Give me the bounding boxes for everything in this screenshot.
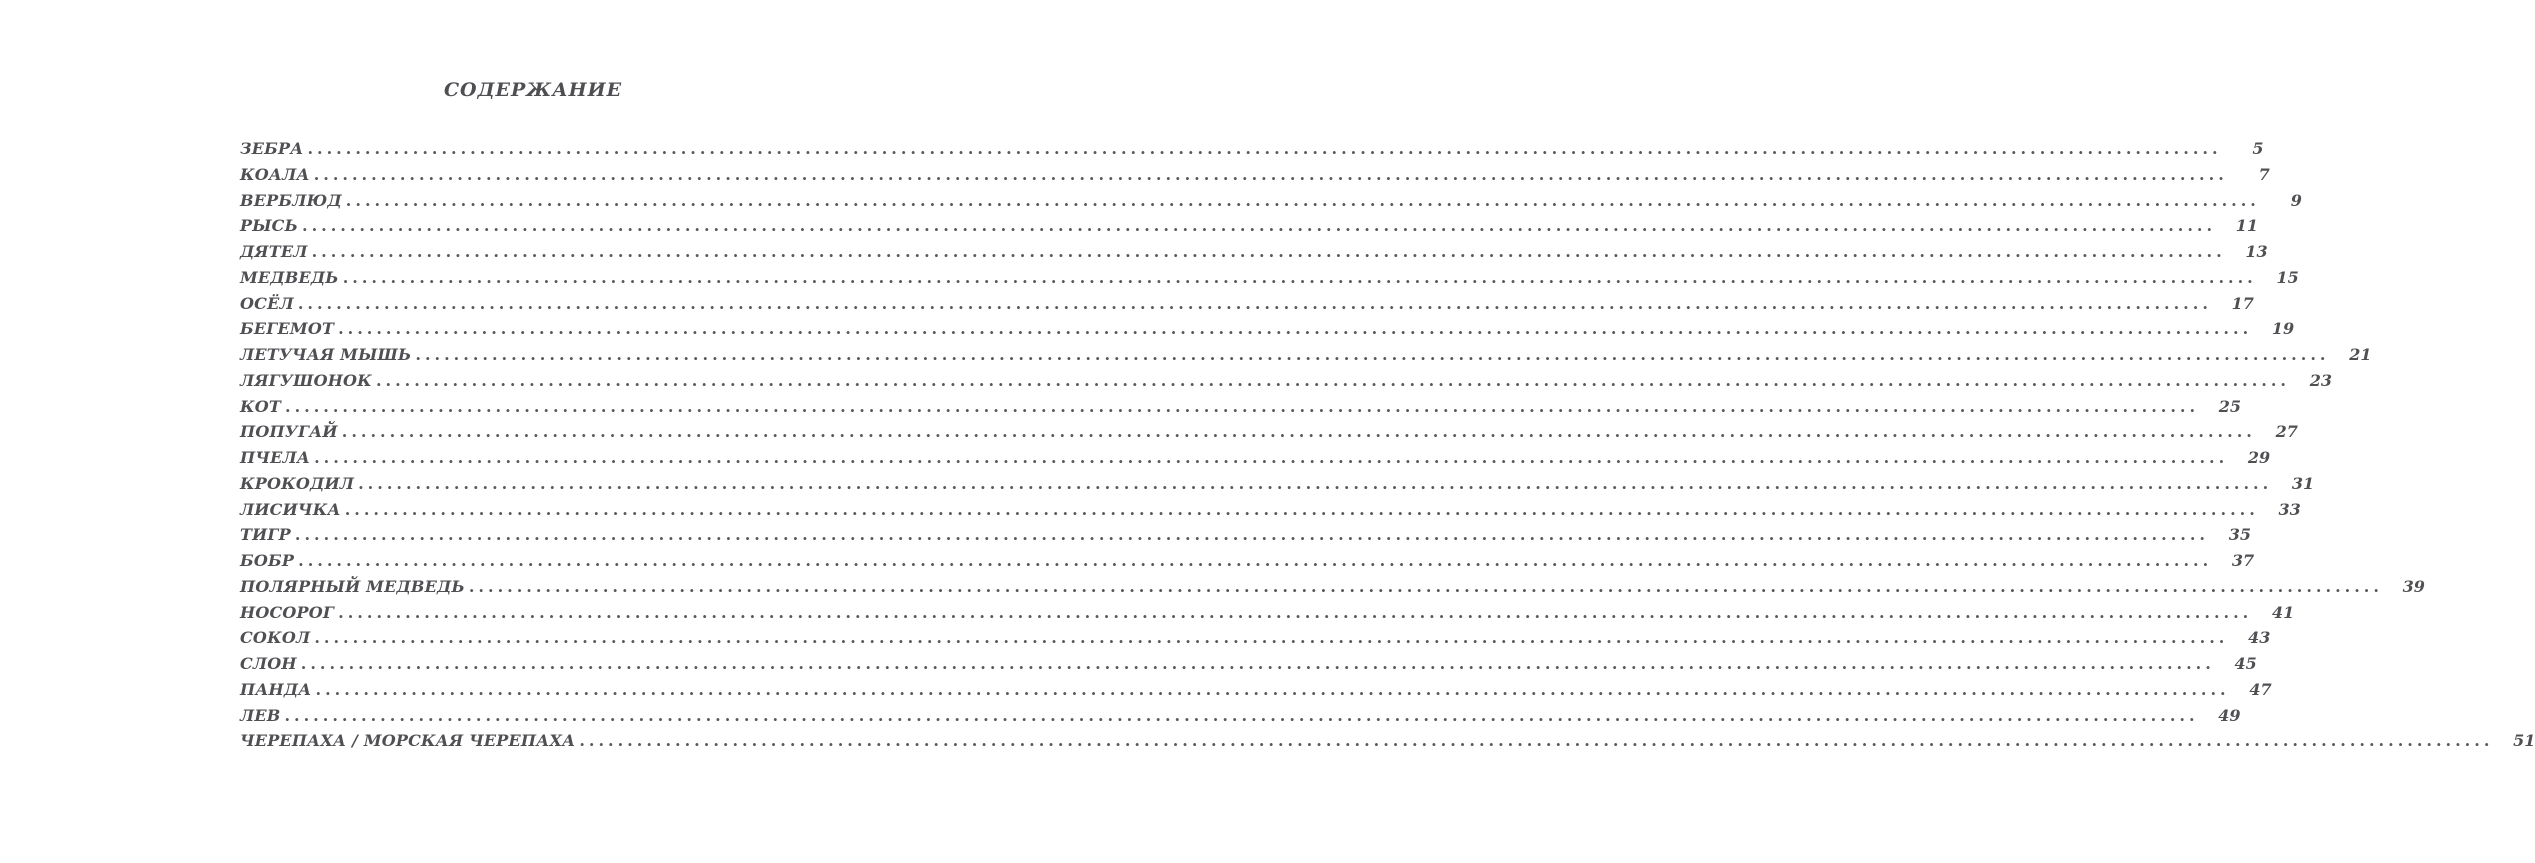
- toc-entry-label: ВЕРБЛЮД: [240, 190, 342, 210]
- toc-entry-label: ЛИСИЧКА: [240, 499, 341, 519]
- toc-entry-label: СОКОЛ: [240, 628, 311, 648]
- toc-entry-label: ЗЕБРА: [240, 139, 304, 158]
- toc-entry-page-number: 45: [2234, 654, 2257, 673]
- toc-entry-label: КОАЛА: [240, 164, 310, 184]
- dot-leader: ........................................................................................................................................................................................................: [311, 242, 2226, 261]
- toc-entry-label: ЛЯГУШОНОК: [240, 370, 372, 390]
- toc-entry[interactable]: [240, 342, 2372, 368]
- toc-entry-page-number: 41: [2271, 602, 2295, 622]
- toc-entry[interactable]: [240, 265, 2299, 291]
- toc-entry-label: ПАНДА: [240, 679, 312, 699]
- toc-entry-page-number: 47: [2249, 679, 2272, 699]
- toc-entry-page-number: 23: [2309, 370, 2332, 390]
- toc-entry[interactable]: [240, 703, 2241, 729]
- toc-entry[interactable]: [240, 574, 2425, 600]
- dot-leader: ........................................................................................................................................................................................................: [298, 551, 2213, 570]
- toc-entry-label: БОБР: [240, 551, 295, 570]
- toc-entry-page-number: 39: [2402, 576, 2425, 596]
- dot-leader: ........................................................................................................................................................................................................: [285, 396, 2200, 416]
- dot-leader: ........................................................................................................................................................................................................: [341, 422, 2256, 442]
- dot-leader: ........................................................................................................................................................................................................: [375, 370, 2290, 390]
- toc-entry-label: ЛЕВ: [240, 705, 281, 725]
- toc-entry-label: ПЧЕЛА: [240, 448, 311, 467]
- toc-entry-label: БЕГЕМОТ: [240, 319, 335, 339]
- toc-entry-label: ДЯТЕЛ: [240, 242, 308, 261]
- toc-entry-label: РЫСЬ: [240, 216, 298, 236]
- toc-entry-label: ПОПУГАЙ: [240, 422, 338, 442]
- toc-entry-page-number: 29: [2247, 448, 2271, 467]
- toc-entry-label: НОСОРОГ: [240, 602, 335, 622]
- toc-entry[interactable]: [240, 419, 2298, 445]
- toc-entry-page-number: 31: [2291, 473, 2315, 493]
- toc-entry-label: ЛЕТУЧАЯ МЫШЬ: [240, 345, 412, 364]
- toc-entry-page-number: 15: [2276, 267, 2299, 287]
- toc-entry-page-number: 13: [2245, 242, 2268, 261]
- toc-entry-page-number: 37: [2231, 551, 2255, 570]
- toc-entry-page-number: 33: [2278, 499, 2301, 519]
- toc-entry-label: МЕДВЕДЬ: [240, 267, 339, 287]
- page-title: СОДЕРЖАНИЕ: [443, 79, 623, 101]
- toc-entry[interactable]: [240, 471, 2315, 497]
- toc-entry[interactable]: [240, 368, 2332, 394]
- toc-entry-label: КОТ: [240, 396, 281, 416]
- toc-entry-page-number: 25: [2218, 396, 2242, 416]
- table-of-contents: [240, 136, 2535, 754]
- toc-entry-label: КРОКОДИЛ: [240, 473, 355, 493]
- toc-entry-page-number: 43: [2248, 628, 2271, 648]
- toc-entry[interactable]: [240, 239, 2268, 265]
- toc-entry-label: ПОЛЯРНЫЙ МЕДВЕДЬ: [240, 576, 465, 596]
- toc-entry-label: ЧЕРЕПАХА / МОРСКАЯ ЧЕРЕПАХА: [240, 731, 576, 751]
- toc-entry-page-number: 5: [2252, 139, 2264, 158]
- dot-leader: ........................................................................................................................................................................................................: [358, 473, 2273, 493]
- toc-entry-page-number: 49: [2218, 705, 2241, 725]
- dot-leader: ........................................................................................................................................................................................................: [294, 525, 2209, 545]
- toc-entry-page-number: 9: [2290, 190, 2302, 210]
- dot-leader: ........................................................................................................................................................................................................: [338, 602, 2253, 622]
- dot-leader: ........................................................................................................................................................................................................: [344, 499, 2259, 519]
- dot-leader: ........................................................................................................................................................................................................: [315, 679, 2230, 699]
- toc-entry-page-number: 17: [2231, 293, 2254, 313]
- toc-entry-page-number: 35: [2228, 525, 2251, 545]
- dot-leader: ........................................................................................................................................................................................................: [342, 267, 2257, 287]
- dot-leader: ........................................................................................................................................................................................................: [415, 345, 2330, 364]
- toc-entry-page-number: 27: [2275, 422, 2298, 442]
- dot-leader: ........................................................................................................................................................................................................: [314, 628, 2229, 648]
- toc-entry[interactable]: [240, 445, 2271, 471]
- dot-leader: ........................................................................................................................................................................................................: [345, 190, 2260, 210]
- toc-entry[interactable]: [240, 600, 2295, 626]
- toc-entry[interactable]: [240, 728, 2535, 754]
- toc-entry-label: ОСЁЛ: [240, 293, 294, 313]
- toc-entry[interactable]: [240, 136, 2264, 162]
- toc-entry[interactable]: [240, 522, 2251, 548]
- toc-entry-page-number: 11: [2235, 216, 2259, 236]
- toc-entry[interactable]: [240, 625, 2271, 651]
- dot-leader: ........................................................................................................................................................................................................: [302, 216, 2217, 236]
- toc-entry-page-number: 21: [2349, 345, 2372, 364]
- dot-leader: ........................................................................................................................................................................................................: [284, 705, 2199, 725]
- toc-entry[interactable]: [240, 677, 2272, 703]
- toc-entry[interactable]: [240, 497, 2301, 523]
- toc-entry[interactable]: [240, 316, 2295, 342]
- toc-entry-page-number: 51: [2513, 731, 2535, 751]
- toc-entry[interactable]: [240, 651, 2257, 677]
- toc-entry[interactable]: [240, 548, 2255, 574]
- toc-entry-label: СЛОН: [240, 654, 297, 673]
- toc-entry[interactable]: [240, 213, 2259, 239]
- dot-leader: ........................................................................................................................................................................................................: [338, 319, 2253, 339]
- toc-entry[interactable]: [240, 162, 2270, 188]
- toc-entry-page-number: 19: [2271, 319, 2295, 339]
- toc-entry[interactable]: [240, 291, 2254, 317]
- dot-leader: ........................................................................................................................................................................................................: [579, 731, 2494, 751]
- dot-leader: ........................................................................................................................................................................................................: [313, 164, 2228, 184]
- toc-entry-page-number: 7: [2258, 164, 2270, 184]
- dot-leader: ........................................................................................................................................................................................................: [297, 293, 2212, 313]
- toc-entry-label: ТИГР: [240, 525, 291, 545]
- dot-leader: ........................................................................................................................................................................................................: [314, 448, 2229, 467]
- toc-entry[interactable]: [240, 394, 2242, 420]
- dot-leader: ........................................................................................................................................................................................................: [300, 654, 2215, 673]
- dot-leader: ........................................................................................................................................................................................................: [468, 576, 2383, 596]
- dot-leader: ........................................................................................................................................................................................................: [307, 139, 2222, 158]
- toc-entry[interactable]: [240, 188, 2302, 214]
